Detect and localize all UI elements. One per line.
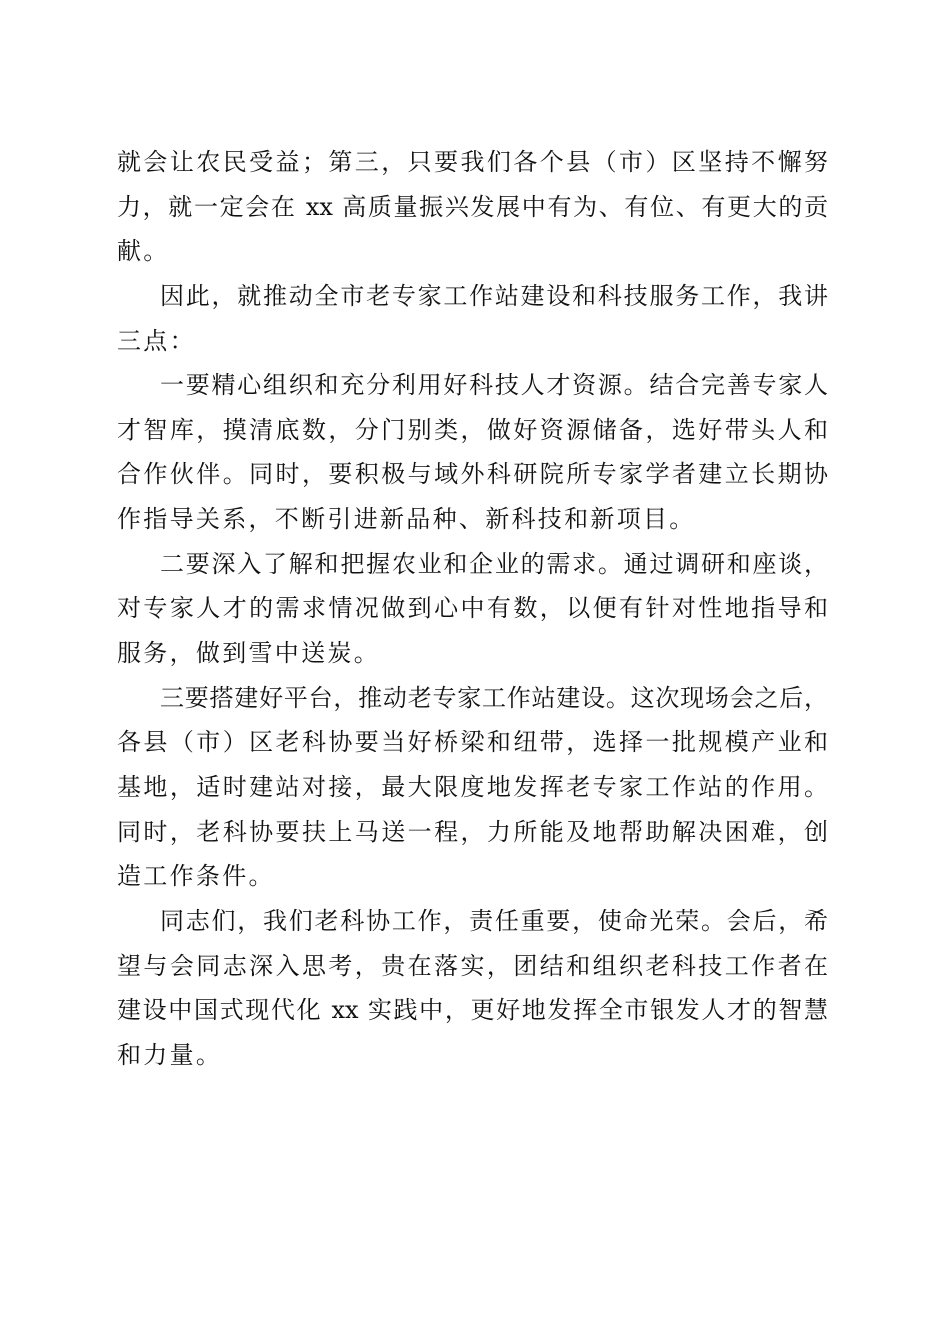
paragraph [117, 274, 828, 363]
text-line: 作指导关系，不断引进新品种、新科技和新项目。 [117, 505, 696, 534]
text-line: 献。 [117, 237, 170, 266]
text-line: 才智库，摸清底数，分门别类，做好资源储备，选好带头人和 [117, 415, 828, 444]
text-line: 因此，就推动全市老专家工作站建设和科技服务工作，我讲 [160, 281, 828, 310]
text-line: 就会让农民受益；第三，只要我们各个县（市）区坚持不懈努 [117, 148, 828, 176]
paragraph [117, 676, 828, 899]
text-line: 造工作条件。 [117, 862, 275, 891]
text-line: 三要搭建好平台，推动老专家工作站建设。这次现场会之后， [160, 683, 828, 712]
text-line: 各县（市）区老科协要当好桥梁和纽带，选择一批规模产业和 [117, 728, 828, 757]
text-line: 对专家人才的需求情况做到心中有数，以便有针对性地指导和 [117, 594, 828, 623]
document-page [117, 140, 828, 1077]
paragraph [117, 542, 828, 676]
text-line: 二要深入了解和把握农业和企业的需求。通过调研和座谈， [160, 549, 828, 578]
text-line: 一要精心组织和充分利用好科技人才资源。结合完善专家人 [160, 371, 828, 400]
text-line: 力，就一定会在 xx 高质量振兴发展中有为、有位、有更大的贡 [117, 192, 828, 221]
text-line: 三点： [117, 326, 196, 355]
text-line: 合作伙伴。同时，要积极与域外科研院所专家学者建立长期协 [117, 460, 828, 489]
paragraph [117, 899, 828, 1078]
text-line: 和力量。 [117, 1040, 223, 1069]
paragraph [117, 363, 828, 542]
paragraph [117, 140, 828, 274]
text-line: 基地，适时建站对接，最大限度地发挥老专家工作站的作用。 [117, 772, 828, 801]
text-line: 建设中国式现代化 xx 实践中，更好地发挥全市银发人才的智慧 [117, 996, 828, 1025]
text-line: 望与会同志深入思考，贵在落实，团结和组织老科技工作者在 [117, 951, 828, 980]
text-line: 同时，老科协要扶上马送一程，力所能及地帮助解决困难，创 [117, 817, 828, 846]
text-line: 服务，做到雪中送炭。 [117, 639, 380, 668]
text-line: 同志们，我们老科协工作，责任重要，使命光荣。会后，希 [160, 906, 828, 935]
